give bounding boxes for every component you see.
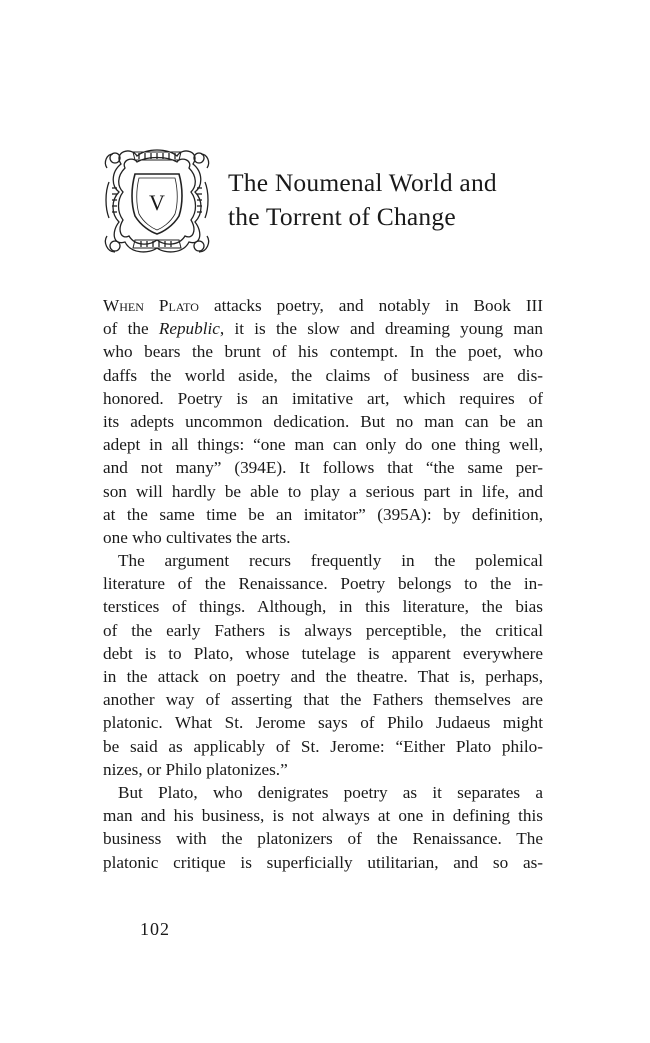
page-number: 102 [140,919,170,939]
text-line: at the same time be an imitator” (395A): by definition, [103,504,543,524]
chapter-title [228,166,608,234]
text-line: nizes, or Philo platonizes.” [103,759,288,779]
text-line: The argument recurs frequently in the polemical [118,551,543,571]
text-span: of the [103,319,159,339]
text-line: in the attack on poetry and the theatre. That is, perhaps, [103,667,543,686]
text-line: platonic critique is superficially utilitarian, and so as- [103,852,543,872]
text-line: man and his business, is not always at one in defining this [103,806,543,826]
text-line: one who cultivates the arts. [103,527,291,547]
chapter-title-line: The Noumenal World and [228,168,497,197]
run-in-caps: Plato [158,296,199,315]
text-line: honored. Poetry is an imitative art, which requires of [103,388,543,408]
body-text [103,294,543,874]
chapter-ornament-cartouche [103,142,211,260]
text-span: attacks poetry, and notably in Book III [198,296,543,315]
text-line: another way of asserting that the Fathers themselves are [103,690,543,710]
text-line: business with the platonizers of the Renaissance. The [103,829,543,849]
italic-title: Republic [158,319,220,339]
text-line: debt is to Plato, whose tutelage is apparent everywhere [103,643,543,663]
text-span: , it is the slow and dreaming young man [219,319,543,339]
text-line: adept in all things: “one man can only do one thing well, [103,435,543,455]
text-line: its adepts uncommon dedication. But no man can be an [103,411,543,431]
text-line [103,294,543,317]
text-line: terstices of things. Although, in this literature, the bias [103,597,543,617]
run-in-caps: When [103,296,144,315]
text-line: literature of the Renaissance. Poetry belongs to the in- [103,574,543,594]
text-line: But Plato, who denigrates poetry as it separates a [118,782,543,802]
text-line [103,317,543,340]
text-line: platonic. What St. Jerome says of Philo Judaeus might [103,713,543,733]
text-line: daffs the world aside, the claims of business are dis- [103,365,543,385]
text-line: who bears the brunt of his contempt. In the poet, who [103,342,543,362]
text-line: be said as applicably of St. Jerome: “Either Plato philo- [103,736,543,756]
chapter-title-line: the Torrent of Change [228,202,456,231]
text-line: and not many” (394E). It follows that “the same per- [103,458,543,478]
text-line: son will hardly be able to play a serious part in life, and [103,481,543,501]
text-line: of the early Fathers is always perceptible, the critical [103,620,543,640]
chapter-number-letter: V [149,190,165,215]
